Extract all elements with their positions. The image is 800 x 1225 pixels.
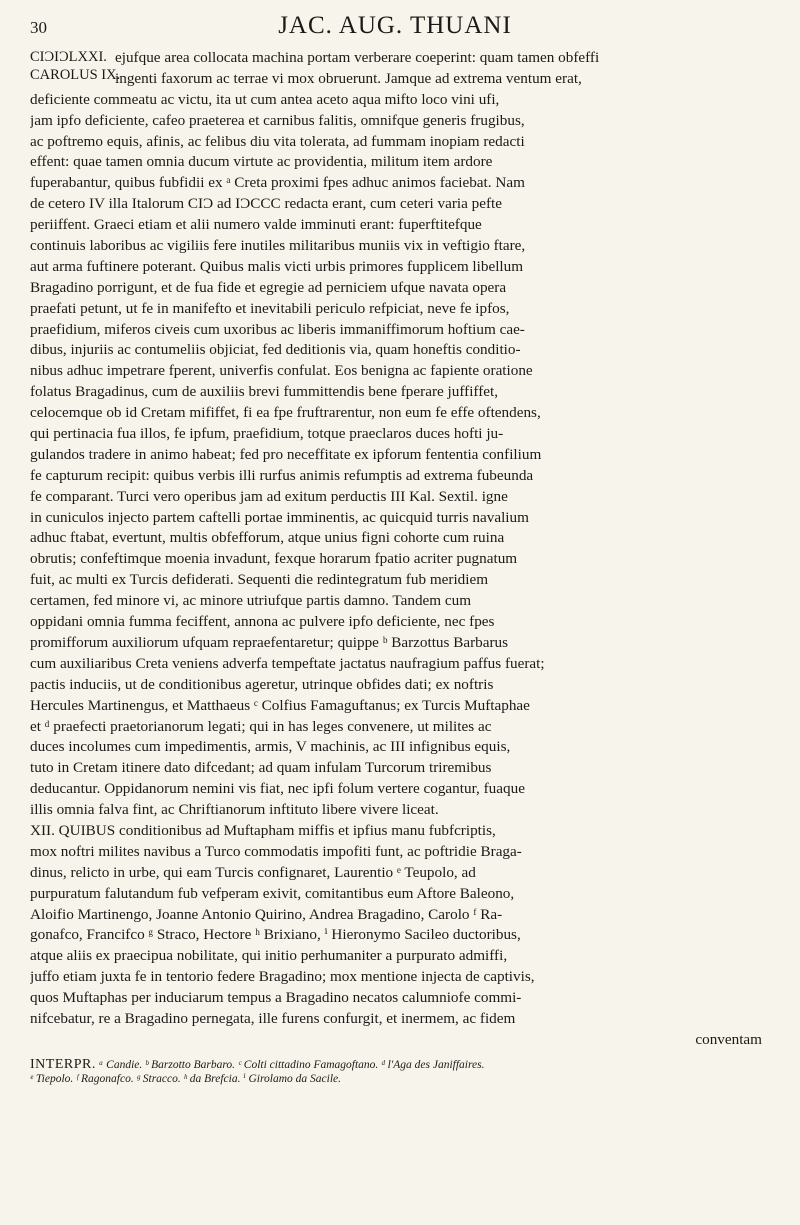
text-line: ingenti faxorum ac terrae vi mox obruerunt. Jamque ad extrema ventum erat, bbox=[115, 69, 582, 87]
text-line: atque aliis ex praecipua nobilitate, qui initio perhumaniter a purpurato admiffi, bbox=[30, 947, 508, 965]
text-line: qui pertinacia fua illos, fe ipfum, praefidium, totque praeclaros duces hofti ju- bbox=[30, 425, 504, 443]
text-line: et ᵈ praefecti praetorianorum legati; qui in has leges convenere, ut milites ac bbox=[30, 717, 492, 735]
text-lines bbox=[30, 48, 762, 1030]
margin-king: CAROLUS IX. bbox=[30, 67, 121, 83]
text-line: in cuniculos injecto partem caftelli portae imminentis, ac quicquid turris navalium bbox=[30, 508, 529, 526]
text-line: aut arma fuftinere poterant. Quibus malis victi urbis primores fupplicem libellum bbox=[30, 257, 524, 275]
text-line: folatus Bragadinus, cum de auxiliis brevi fummittendis bene fperare juffiffet, bbox=[30, 383, 499, 401]
text-line: quos Muftaphas per induciarum tempus a Bragadino necatos calumniofe commi- bbox=[30, 989, 522, 1007]
text-line: jam ipfo deficiente, cafeo praeterea et carnibus falitis, omnifque generis frugibus, bbox=[30, 111, 525, 129]
interpretation-notes bbox=[30, 1058, 762, 1086]
text-line: Aloifio Martinengo, Joanne Antonio Quirino, Andrea Bragadino, Carolo ᶠ Ra- bbox=[30, 905, 503, 923]
text-line: de cetero IV illa Italorum CIƆ ad IƆCCC redacta erant, cum ceteri varia pefte bbox=[30, 195, 503, 213]
text-line: illis omnia falva fint, ac Chriftianorum inftituto libere vivere liceat. bbox=[30, 801, 439, 819]
text-line: tuto in Cretam itinere dato difcedant; ad quam infulam Turcorum triremibus bbox=[30, 759, 492, 777]
text-line: gonafco, Francifco ᵍ Straco, Hectore ʰ Brixiano, ⁱ Hieronymo Sacileo ductoribus, bbox=[30, 926, 521, 944]
notes-lead: INTERPR. bbox=[30, 1057, 96, 1072]
catchword: conventam bbox=[695, 1030, 762, 1048]
text-line: fuit, ac multi ex Turcis defiderati. Sequenti die redintegratum fub meridiem bbox=[30, 571, 489, 589]
text-line: celocemque ob id Cretam mififfet, fi ea fpe fruftrarentur, non eum fe effe oftendens, bbox=[30, 404, 541, 422]
text-line: nifcebatur, re a Bragadino pernegata, ille furens confurgit, et inermem, ac fidem bbox=[30, 1009, 516, 1027]
text-line: fe capturum recipit: quibus verbis illi rurfus animis refumptis ad extrema fubeunda bbox=[30, 466, 534, 484]
text-line: juffo etiam juxta fe in tentorio federe Bragadino; mox mentione injecta de captivis, bbox=[30, 968, 535, 986]
page-header bbox=[30, 12, 760, 46]
text-line: fe comparant. Turci vero operibus jam ad exitum perductis III Kal. Sextil. igne bbox=[30, 487, 508, 505]
text-line: praefati petunt, ut fe in manifefto et inevitabili periculo refpiciat, neve fe ipfos, bbox=[30, 299, 510, 317]
text-line: ejufque area collocata machina portam verberare coeperint: quam tamen obfeffi bbox=[115, 49, 600, 66]
text-line: obrutis; confeftimque moenia invadunt, fexque horarum fpatio acriter pugnatum bbox=[30, 550, 518, 568]
margin-year: CIƆIƆLXXI. bbox=[30, 49, 107, 65]
text-line: dinus, relicto in urbe, qui eam Turcis confignaret, Laurentio ᵉ Teupolo, ad bbox=[30, 863, 476, 881]
text-line: deducantur. Oppidanorum nemini vis fiat, nec ipfi folum vertere cogantur, fuaque bbox=[30, 780, 525, 798]
running-head: JAC. AUG. THUANI bbox=[278, 12, 512, 39]
main-text bbox=[30, 48, 762, 1051]
text-line: oppidani omnia fumma feciffent, annona ac pulvere ipfo deficiente, nec fpes bbox=[30, 613, 495, 631]
notes-line-1 bbox=[30, 1058, 762, 1072]
text-line: cum auxiliaribus Creta veniens adverfa tempeftate jactatus naufragium paffus fuerat; bbox=[30, 654, 545, 672]
text-line: Bragadino porrigunt, et de fua fide et egregie ad perniciem ufque navata opera bbox=[30, 278, 507, 296]
text-line: fuperabantur, quibus fubfidii ex ᵃ Creta proximi fpes adhuc animos faciebat. Nam bbox=[30, 174, 525, 192]
text-line: effent: quae tamen omnia ducum virtute ac providentia, militum item ardore bbox=[30, 153, 493, 171]
text-line: nibus adhuc impetrare fperent, univerfis confulat. Eos benigna ac fapiente oratione bbox=[30, 362, 533, 380]
text-line: Hercules Martinengus, et Matthaeus ᶜ Colfius Famaguftanus; ex Turcis Muftaphae bbox=[30, 696, 530, 714]
text-line: promifforum auxiliorum ufquam repraefentaretur; quippe ᵇ Barzottus Barbarus bbox=[30, 633, 509, 651]
text-line: purpuratum falutandum fub vefperam exivit, comitantibus eum Aftore Baleono, bbox=[30, 884, 515, 902]
text-line: continuis laboribus ac vigiliis fere inutiles militaribus muniis vix in veftigio ftare, bbox=[30, 237, 526, 255]
text-line: certamen, fed minore vi, ac minore utriufque partis damno. Tandem cum bbox=[30, 592, 472, 610]
text-line: XII. QUIBUS conditionibus ad Muftapham miffis et ipfius manu fubfcriptis, bbox=[30, 821, 496, 839]
page-number: 30 bbox=[30, 18, 47, 37]
text-line: ac poftremo equis, afinis, ac felibus diu vita tolerata, ad fummam inopiam redacti bbox=[30, 132, 525, 150]
text-line: pactis induciis, ut de conditionibus ageretur, utrinque obfides dati; ex noftris bbox=[30, 675, 494, 693]
text-line: deficiente commeatu ac victu, ita ut cum antea aceto aqua mifto loco vini ufi, bbox=[30, 90, 500, 108]
text-line: periiffent. Graeci etiam et alii numero valde imminuti erant: fuperftitefque bbox=[30, 216, 482, 234]
notes-line-1-text: ᵃ Candie. ᵇ Barzotto Barbaro. ᶜ Colti cittadino Famagoftano. ᵈ l'Aga des Janiffaires. bbox=[98, 1059, 485, 1071]
text-line: praefidium, miferos civeis cum uxoribus ac liberis immaniffimorum hoftium cae- bbox=[30, 320, 525, 338]
notes-line-2: ᵉ Tiepolo. ᶠ Ragonafco. ᵍ Stracco. ʰ da Brefcia. ⁱ Girolamo da Sacile. bbox=[30, 1073, 342, 1085]
text-line: adhuc ftabat, evertunt, multis obfefforum, atque unius figni cohorte cum ruina bbox=[30, 529, 505, 547]
text-line: dibus, injuriis ac contumeliis objiciat, fed deditionis via, quam honeftis conditio- bbox=[30, 341, 521, 359]
text-line: mox noftri milites navibus a Turco commodatis impofiti funt, ac poftridie Braga- bbox=[30, 842, 522, 860]
text-line: gulandos tradere in animo habeat; fed pro neceffitate ex ipforum fententia confilium bbox=[30, 445, 542, 463]
text-line: duces incolumes cum impedimentis, armis, V machinis, ac III infignibus equis, bbox=[30, 738, 511, 756]
